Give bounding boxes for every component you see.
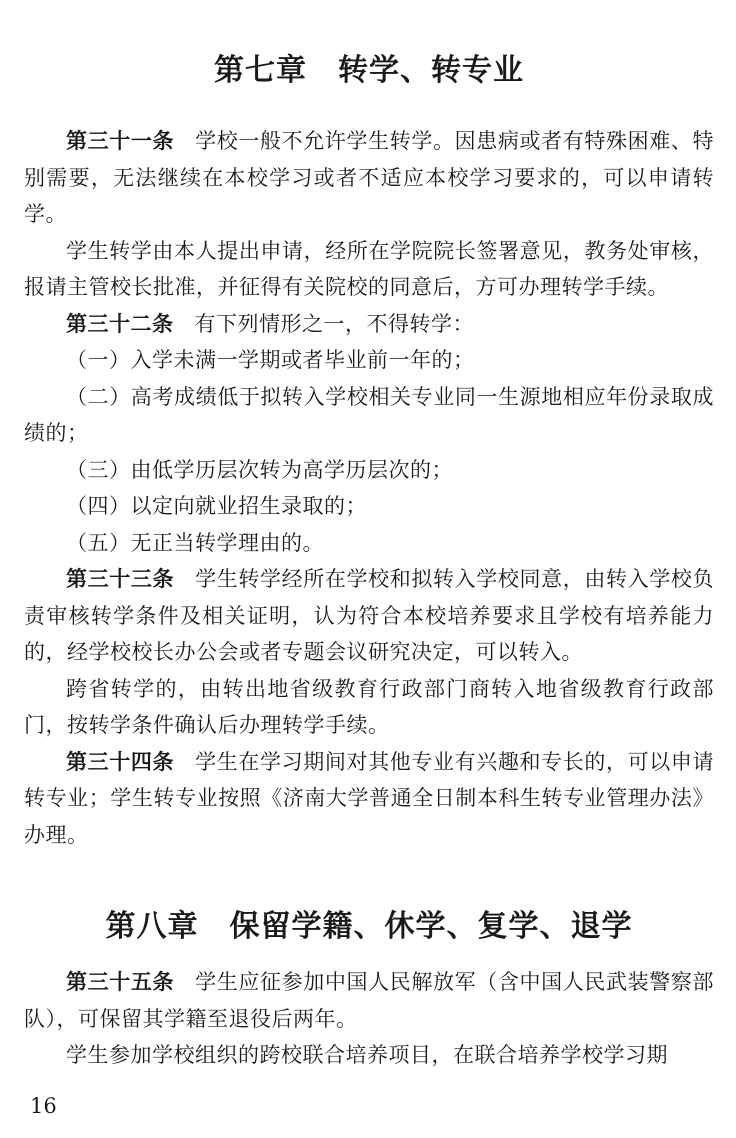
paragraph xyxy=(24,1037,714,1074)
list-item xyxy=(24,342,714,379)
paragraph-text: （三）由低学历层次转为高学历层次的； xyxy=(66,457,453,482)
paragraph-text: （五）无正当转学理由的。 xyxy=(66,530,324,555)
chapter-title: 第七章 转学、转专业 xyxy=(214,53,524,88)
article-paragraph xyxy=(24,964,714,1037)
paragraph-text: 跨省转学的，由转出地省级教育行政部门商转入地省级教育行政部门，按转学条件确认后办理转学手续。 xyxy=(24,676,714,737)
article-paragraph xyxy=(24,306,714,343)
paragraph-text: 有下列情形之一，不得转学： xyxy=(194,311,474,336)
paragraph-text: 学生参加学校组织的跨校联合培养项目，在联合培养学校学习期 xyxy=(66,1043,668,1067)
paragraph-text: 学生应征参加中国人民解放军（含中国人民武装警察部队），可保留其学籍至退役后两年。 xyxy=(24,970,714,1031)
list-item xyxy=(24,452,714,489)
article-number: 第三十五条 xyxy=(66,970,175,994)
paragraph xyxy=(24,233,714,306)
list-item xyxy=(24,488,714,525)
paragraph-text: 学生转学经所在学校和拟转入学校同意，由转入学校负责审核转学条件及相关证明，认为符合本校培养要求且学校有培养能力的，经学校校长办公会或者专题会议研究决定，可以转入。 xyxy=(24,567,714,664)
paragraph-text: 学生在学习期间对其他专业有兴趣和专长的，可以申请转专业；学生转专业按照《济南大学普通全日制本科生转专业管理办法》办理。 xyxy=(24,749,714,847)
article-number: 第三十二条 xyxy=(66,311,174,336)
chapter-title: 第八章 保留学籍、休学、复学、退学 xyxy=(105,909,633,944)
article-number: 第三十一条 xyxy=(66,129,175,153)
paragraph-text: （一）入学未满一学期或者毕业前一年的； xyxy=(66,348,475,372)
article-paragraph xyxy=(24,123,714,233)
paragraph-text: 学校一般不允许学生转学。因患病或者有特殊困难、特别需要，无法继续在本校学习或者不适应本校学习要求的，可以申请转学。 xyxy=(24,129,714,226)
paragraph xyxy=(24,671,714,744)
article-number: 第三十三条 xyxy=(66,567,175,591)
paragraph-text: （四）以定向就业招生录取的； xyxy=(66,494,367,518)
page-number: 16 xyxy=(30,1094,57,1118)
article-paragraph xyxy=(24,744,714,854)
paragraph-text: （二）高考成绩低于拟转入学校相关专业同一生源地相应年份录取成绩的； xyxy=(24,384,714,445)
chapter-body xyxy=(24,123,714,853)
chapter-body xyxy=(24,964,714,1074)
list-item xyxy=(24,379,714,452)
list-item xyxy=(24,525,714,562)
paragraph-text: 学生转学由本人提出申请，经所在学院院长签署意见，教务处审核，报请主管校长批准，并征得有关院校的同意后，方可办理转学手续。 xyxy=(24,238,714,299)
article-paragraph xyxy=(24,561,714,671)
article-number: 第三十四条 xyxy=(66,749,175,774)
